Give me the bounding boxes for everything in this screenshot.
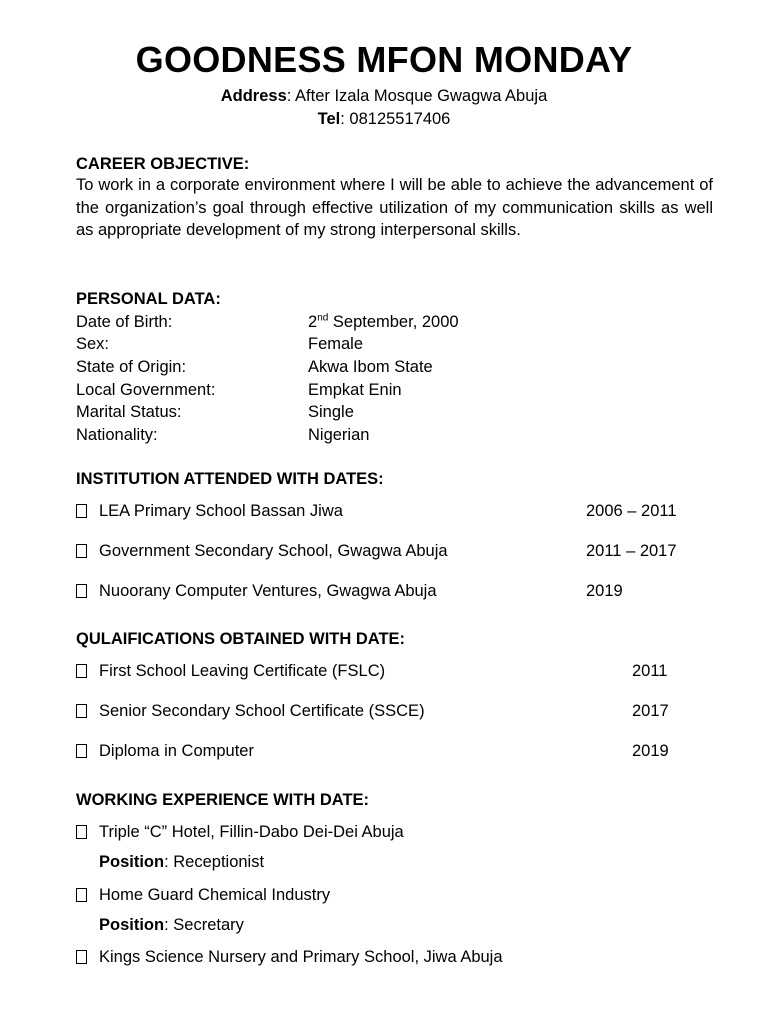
position-label: Position (99, 916, 165, 934)
qualifications-heading: QULAIFICATIONS OBTAINED WITH DATE: (76, 630, 406, 648)
position-line (99, 915, 244, 935)
institution-name: Government Secondary School, Gwagwa Abuja (99, 542, 448, 560)
nationality-value: Nigerian (308, 426, 370, 444)
address-value: : After Izala Mosque Gwagwa Abuja (286, 87, 548, 105)
position-value: : Receptionist (164, 853, 265, 871)
employer-name: Home Guard Chemical Industry (99, 886, 331, 904)
employer-name: Kings Science Nursery and Primary School, Jiwa Abuja (99, 948, 503, 966)
state-of-origin-value: Akwa Ibom State (308, 358, 433, 376)
bullet-box-icon (76, 584, 87, 598)
bullet-box-icon (76, 704, 87, 718)
qualification-date: 2019 (632, 742, 669, 760)
employer-name: Triple “C” Hotel, Fillin-Dabo Dei-Dei Abuja (99, 823, 404, 841)
qualification-name: Senior Secondary School Certificate (SSCE) (99, 702, 425, 720)
qualification-name: Diploma in Computer (99, 742, 254, 760)
dob-rest: September, 2000 (328, 313, 459, 331)
dob-value (308, 312, 459, 332)
local-government-label: Local Government: (76, 381, 216, 399)
position-line (99, 852, 264, 872)
address-line (0, 86, 768, 106)
career-objective-heading: CAREER OBJECTIVE: (76, 155, 250, 173)
institution-name: Nuoorany Computer Ventures, Gwagwa Abuja (99, 582, 437, 600)
state-of-origin-label: State of Origin: (76, 358, 187, 376)
marital-status-value: Single (308, 403, 354, 421)
sex-label: Sex: (76, 335, 110, 353)
qualification-date: 2011 (632, 662, 668, 680)
institutions-heading: INSTITUTION ATTENDED WITH DATES: (76, 470, 384, 488)
address-label: Address (220, 87, 287, 105)
position-value: : Secretary (164, 916, 244, 934)
qualification-name: First School Leaving Certificate (FSLC) (99, 662, 386, 680)
dob-label: Date of Birth: (76, 313, 173, 331)
bullet-box-icon (76, 825, 87, 839)
dob-day: 2 (308, 313, 318, 331)
sex-value: Female (308, 335, 364, 353)
institution-date: 2011 – 2017 (586, 542, 677, 560)
bullet-box-icon (76, 544, 87, 558)
institution-name: LEA Primary School Bassan Jiwa (99, 502, 343, 520)
position-label: Position (99, 853, 165, 871)
bullet-box-icon (76, 664, 87, 678)
career-objective-text: To work in a corporate environment where I will be able to achieve the advancement of the organization’s goal through effective utilization of my communication skills as well as appropriate development of my strong interpersonal skills. (76, 176, 713, 240)
institution-date: 2019 (586, 582, 623, 600)
tel-value: : 08125517406 (340, 110, 451, 128)
local-government-value: Empkat Enin (308, 381, 402, 399)
bullet-box-icon (76, 888, 87, 902)
institution-date: 2006 – 2011 (586, 502, 677, 520)
qualification-date: 2017 (632, 702, 669, 720)
dob-ordinal: nd (317, 312, 329, 324)
nationality-label: Nationality: (76, 426, 158, 444)
personal-data-heading: PERSONAL DATA: (76, 290, 221, 308)
marital-status-label: Marital Status: (76, 403, 182, 421)
tel-label: Tel (317, 110, 341, 128)
tel-line (0, 109, 768, 129)
resume-name: GOODNESS MFON MONDAY (135, 39, 633, 80)
bullet-box-icon (76, 950, 87, 964)
bullet-box-icon (76, 504, 87, 518)
bullet-box-icon (76, 744, 87, 758)
experience-heading: WORKING EXPERIENCE WITH DATE: (76, 791, 370, 809)
